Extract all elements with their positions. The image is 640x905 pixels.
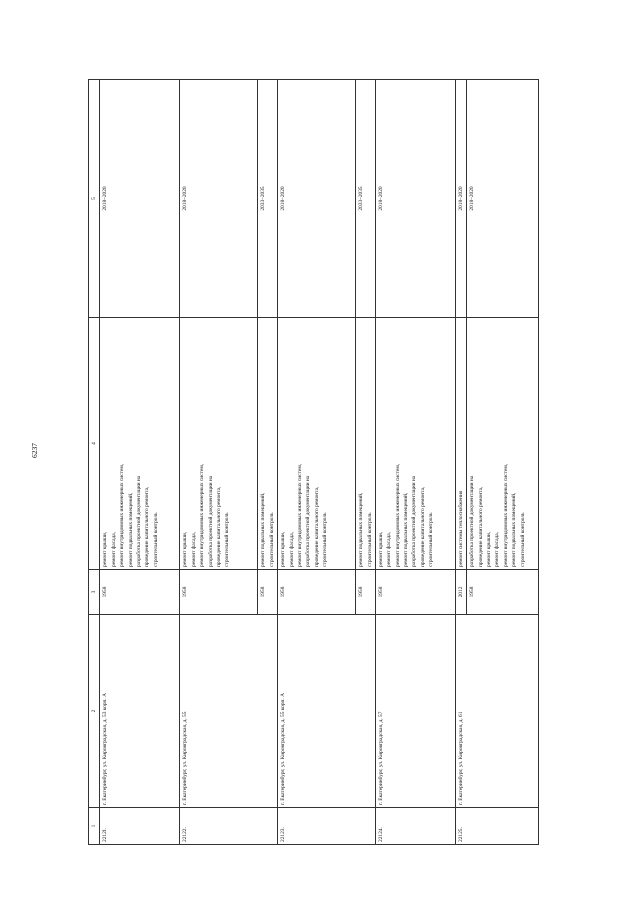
work-item: строительный контроль [428, 512, 435, 567]
work-item: строительный контроль [224, 512, 231, 567]
work-item: проведение капитального ремонта, [144, 486, 151, 567]
work-item: ремонт системы теплоснабжения [457, 490, 464, 567]
work-item: проведение капитального ремонта, [313, 486, 320, 567]
work-item: строительный контроль [152, 512, 159, 567]
work-item: ремонт фасада, [288, 531, 295, 567]
header-col-5: 5 [89, 80, 100, 318]
period-cell: 2033–2035 [356, 80, 376, 318]
work-item: ремонт крыши, [486, 531, 492, 567]
year-cell: 1958 [180, 570, 258, 615]
work-item: ремонт внутридомовых инженерных систем, [199, 463, 206, 567]
year-cell: 1958 [258, 570, 278, 615]
works-cell [356, 318, 376, 570]
address-cell: г. Екатеринбург, ул. Кировградская, д. 55 корп. А [278, 615, 376, 808]
year-cell: 2012 [455, 570, 466, 615]
table-row [180, 80, 258, 845]
table-row [278, 80, 356, 845]
work-item: строительный контроль [268, 512, 275, 567]
period-cell: 2018–2020 [375, 80, 455, 318]
year-cell: 1958 [100, 570, 180, 615]
work-item: ремонт крыши, [377, 531, 384, 567]
table-row [375, 80, 455, 845]
work-item: ремонт подвальных помещений, [358, 492, 365, 567]
header-col-4: 4 [89, 318, 100, 570]
address-cell: г. Екатеринбург, ул. Кировградская, д. 61 [455, 615, 538, 808]
work-item: разработка проектной документации на [207, 475, 214, 567]
row-number-cell: 22125. [455, 808, 538, 845]
work-item: ремонт крыши, [280, 531, 287, 567]
table-row [100, 80, 180, 845]
work-item: ремонт внутридомовых инженерных систем, [119, 463, 126, 567]
capital-repair-table [88, 79, 539, 845]
work-item: проведение капитального ремонта, [215, 486, 222, 567]
period-cell: 2018–2020 [100, 80, 180, 318]
period-cell: 2018–2020 [278, 80, 356, 318]
work-item: разработка проектной документации на [411, 475, 418, 567]
year-cell: 1958 [356, 570, 376, 615]
address-cell: г. Екатеринбург, ул. Кировградская, д. 53 корп. А [100, 615, 180, 808]
header-col-1: 1 [89, 808, 100, 845]
period-cell: 2018–2020 [180, 80, 258, 318]
work-item: ремонт подвальных помещений, [403, 492, 409, 567]
works-cell [467, 318, 539, 570]
work-item: ремонт подвальных помещений, [127, 492, 134, 567]
rotated-sheet [88, 80, 588, 845]
work-item: строительный контроль [519, 512, 526, 567]
work-item: проведение капитального ремонта, [419, 486, 426, 567]
header-row [89, 80, 100, 845]
works-cell [180, 318, 258, 570]
work-item: разработка проектной документации на [135, 475, 142, 567]
work-item: строительный контроль [322, 512, 328, 567]
work-item: ремонт внутридомовых инженерных систем, [394, 463, 401, 567]
work-item: ремонт крыши, [182, 531, 189, 567]
work-item: ремонт фасада, [110, 531, 117, 567]
work-item: разработка проектной документации на [305, 475, 312, 567]
work-item: ремонт фасада, [190, 531, 197, 567]
year-cell: 1958 [278, 570, 356, 615]
period-cell: 2033–2035 [258, 80, 278, 318]
works-cell [375, 318, 455, 570]
work-item: ремонт подвальных помещений, [260, 492, 267, 567]
work-item: ремонт внутридомовых инженерных систем, [502, 463, 509, 567]
work-item: ремонт внутридомовых инженерных систем, [296, 463, 303, 567]
address-cell: г. Екатеринбург, ул. Кировградская, д. 57 [375, 615, 455, 808]
work-item: проведение капитального ремонта, [477, 486, 484, 567]
row-number-cell: 22123. [278, 808, 376, 845]
header-col-3: 3 [89, 570, 100, 615]
work-item: ремонт подвальных помещений, [511, 492, 518, 567]
table-body [100, 80, 539, 845]
period-cell: 2018–2020 [455, 80, 466, 318]
works-cell [258, 318, 278, 570]
work-item: строительный контроль [366, 512, 373, 567]
address-cell: г. Екатеринбург, ул. Кировградская, д. 55 [180, 615, 278, 808]
work-item: ремонт фасада, [494, 531, 501, 567]
table-row [455, 80, 466, 845]
period-cell: 2018–2020 [467, 80, 539, 318]
work-item: ремонт фасада, [386, 531, 393, 567]
header-col-2: 2 [89, 615, 100, 808]
works-cell [100, 318, 180, 570]
work-item: ремонт крыши, [102, 531, 109, 567]
row-number-cell: 22122. [180, 808, 278, 845]
row-number-cell: 2212I. [100, 808, 180, 845]
works-cell [455, 318, 466, 570]
year-cell: 1958 [467, 570, 539, 615]
works-cell [278, 318, 356, 570]
page-number: 6237 [30, 443, 39, 458]
year-cell: 1958 [375, 570, 455, 615]
row-number-cell: 22124. [375, 808, 455, 845]
work-item: разработка проектной документации на [469, 475, 476, 567]
